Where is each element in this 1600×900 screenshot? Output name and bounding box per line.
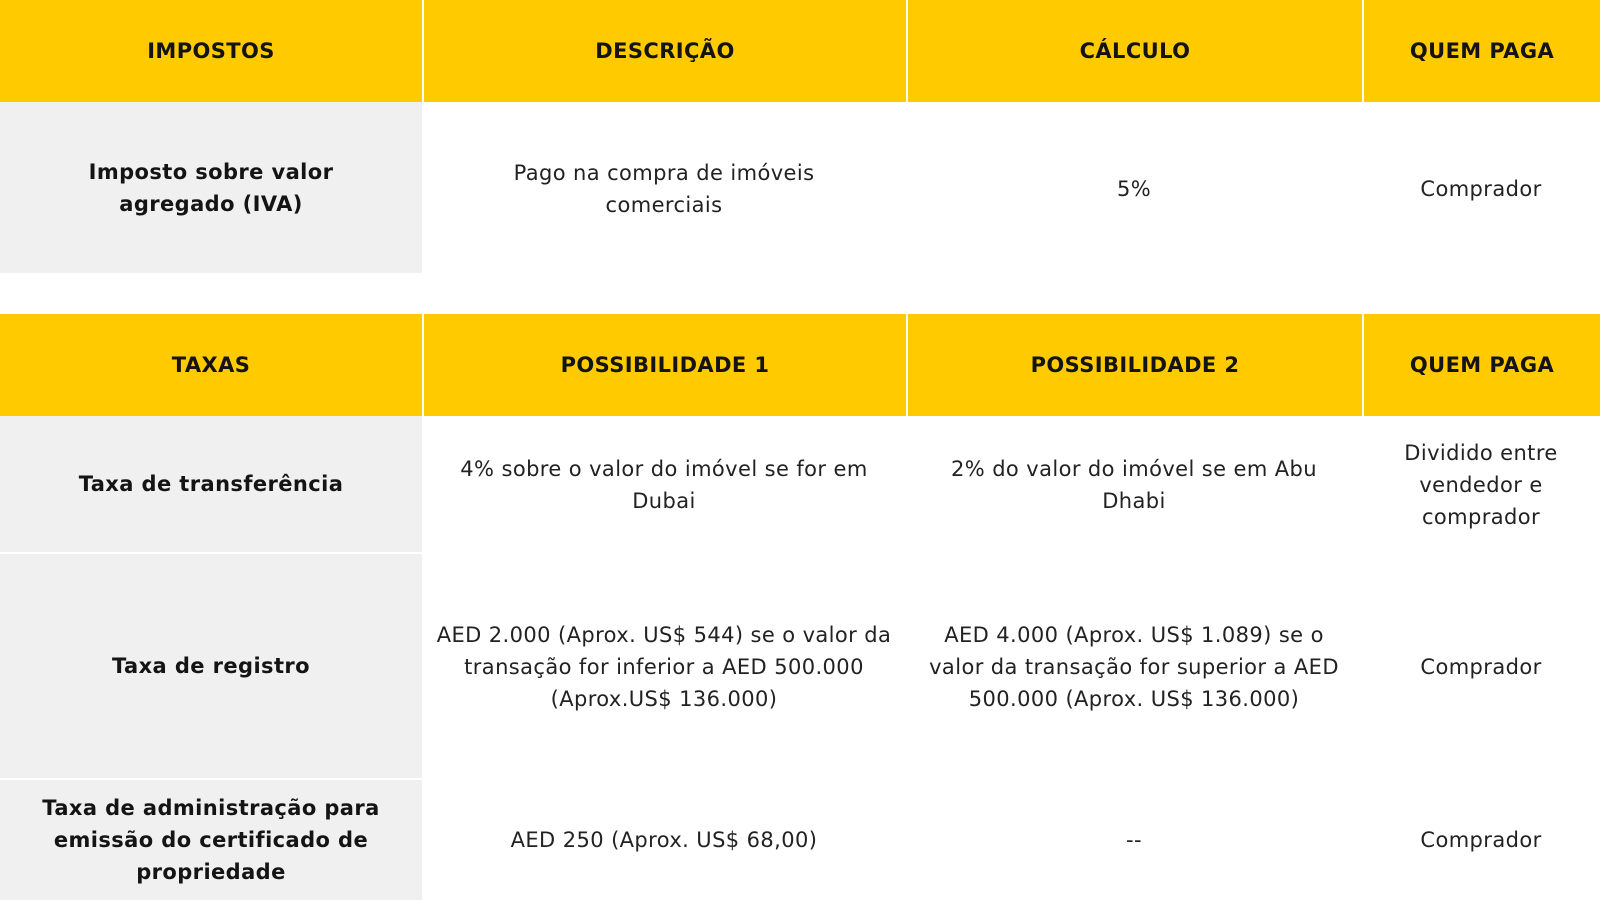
cell-descricao-iva: Pago na compra de imóveis comerciais	[422, 102, 906, 275]
header-quem-paga-taxas: QUEM PAGA	[1362, 314, 1600, 416]
cell-possibilidade-1-registro: AED 2.000 (Aprox. US$ 544) se o valor da transação for inferior a AED 500.000 (Aprox.US$ 136.000)	[422, 554, 906, 780]
cell-possibilidade-2-transferencia: 2% do valor do imóvel se em Abu Dhabi	[906, 416, 1362, 554]
taxas-table	[0, 314, 1600, 900]
cell-quem-paga-iva: Comprador	[1362, 102, 1600, 275]
header-possibilidade-1: POSSIBILIDADE 1	[422, 314, 906, 416]
row-label-iva: Imposto sobre valor agregado (IVA)	[0, 102, 422, 275]
header-impostos: IMPOSTOS	[0, 0, 422, 102]
row-label-administracao: Taxa de administração para emissão do certificado de propriedade	[0, 780, 422, 900]
header-taxas: TAXAS	[0, 314, 422, 416]
cell-possibilidade-1-administracao: AED 250 (Aprox. US$ 68,00)	[422, 780, 906, 900]
cell-quem-paga-registro: Comprador	[1362, 554, 1600, 780]
row-label-registro: Taxa de registro	[0, 554, 422, 780]
cell-calculo-iva: 5%	[906, 102, 1362, 275]
header-descricao: DESCRIÇÃO	[422, 0, 906, 102]
cell-quem-paga-transferencia: Dividido entre vendedor e comprador	[1362, 416, 1600, 554]
header-calculo: CÁLCULO	[906, 0, 1362, 102]
header-quem-paga: QUEM PAGA	[1362, 0, 1600, 102]
cell-possibilidade-2-administracao: --	[906, 780, 1362, 900]
header-possibilidade-2: POSSIBILIDADE 2	[906, 314, 1362, 416]
row-label-transferencia: Taxa de transferência	[0, 416, 422, 554]
cell-possibilidade-2-registro: AED 4.000 (Aprox. US$ 1.089) se o valor da transação for superior a AED 500.000 (Aprox. US$ 136.000)	[906, 554, 1362, 780]
impostos-table	[0, 0, 1600, 275]
cell-quem-paga-administracao: Comprador	[1362, 780, 1600, 900]
cell-possibilidade-1-transferencia: 4% sobre o valor do imóvel se for em Dubai	[422, 416, 906, 554]
